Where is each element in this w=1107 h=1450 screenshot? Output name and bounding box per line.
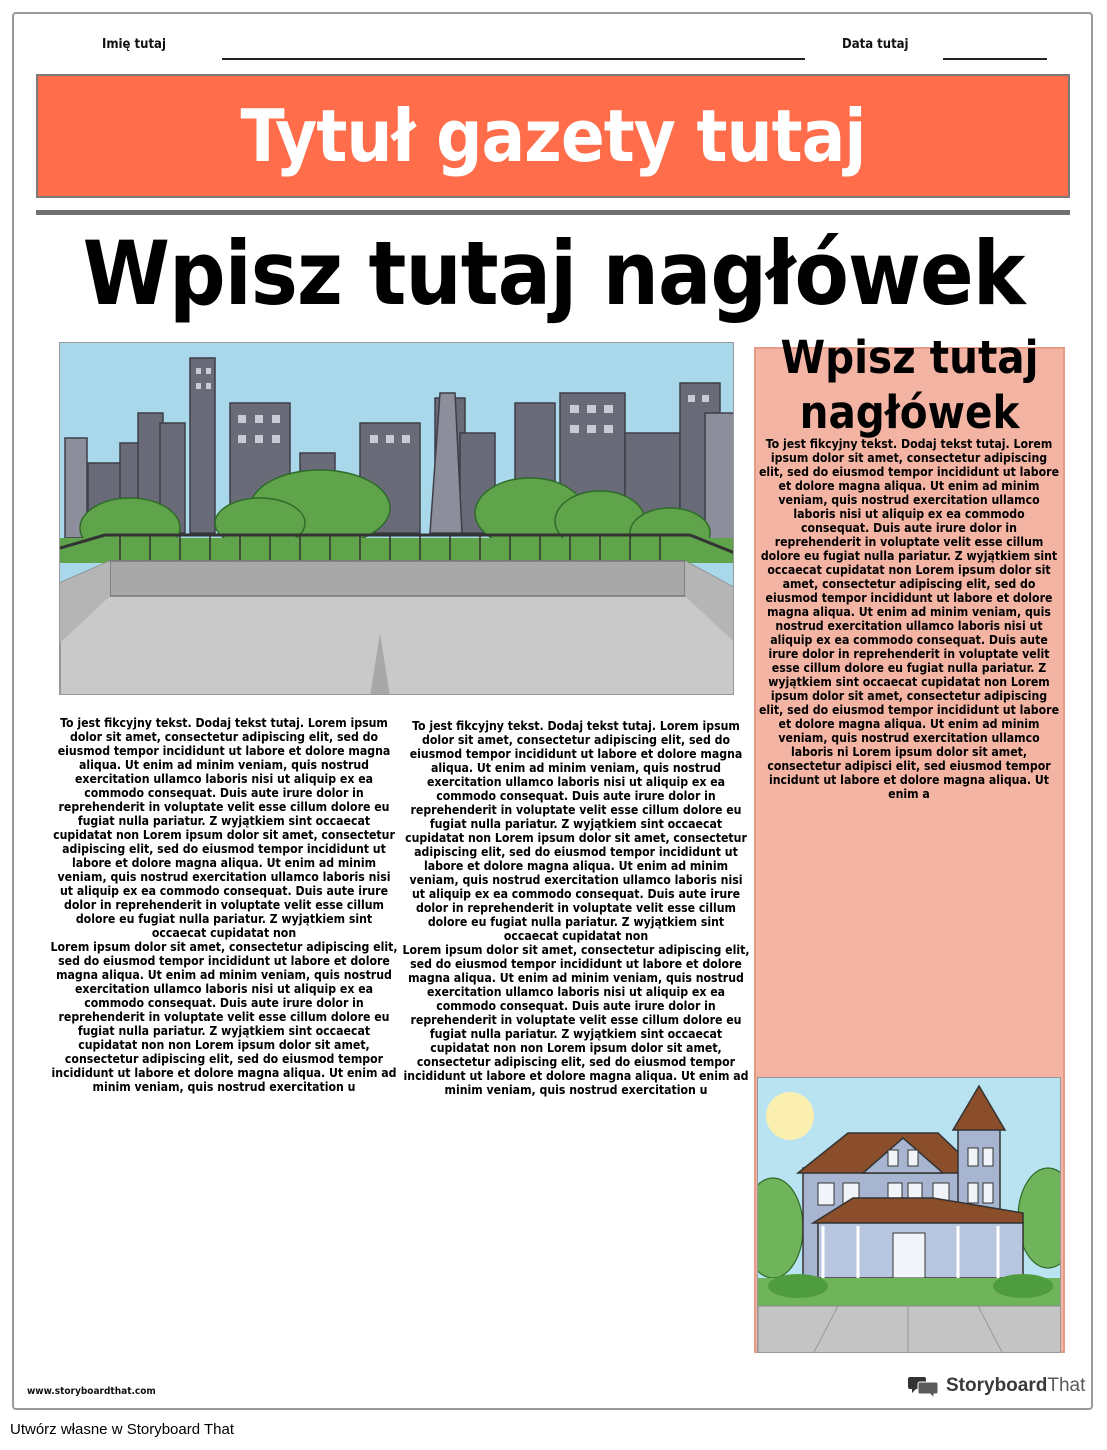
victorian-house-illustration [758, 1078, 1061, 1353]
sidebar-headline: Wpisz tutaj nagłówek [780, 331, 1039, 439]
name-input-line[interactable] [222, 58, 805, 60]
storyboardthat-logo-icon [908, 1374, 940, 1398]
brand-logo[interactable] [908, 1374, 1085, 1398]
house-image [757, 1077, 1061, 1353]
city-rooftop-image [59, 342, 734, 695]
date-label: Data tutaj [842, 37, 909, 52]
divider-rule [36, 210, 1070, 215]
article-column-1: To jest fikcyjny tekst. Dodaj tekst tutaj. Lorem ipsum dolor sit amet, consectetur adipiscing elit, sed do eiusmod tempor incididunt ut labore et dolore magna aliqua. Ut enim ad minim veniam, quis nostrud exercitation ullamco laboris nisi ut aliquip ex ea commodo consequat. Duis aute irure dolor in reprehenderit in voluptate velit esse cillum dolore eu fugiat nulla pariatur. Z wyjątkiem sint occaecat cupidatat non Lorem ipsum dolor sit amet, consectetur adipiscing elit, sed do eiusmod tempor incididunt ut labore et dolore magna aliqua. Ut enim ad minim veniam, quis nostrud exercitation ullamco laboris nisi ut aliquip ex ea commodo consequat. Duis aute irure dolor in reprehenderit in voluptate velit esse cillum dolore eu fugiat nulla pariatur. Z wyjątkiem sint occaecat cupidatat non Lorem ipsum dolor sit amet, consectetur adipiscing elit, sed do eiusmod tempor incididunt ut labore et dolore magna aliqua. Ut enim ad minim veniam, quis nostrud exercitation ullamco laboris nisi ut aliquip ex ea commodo consequat. Duis aute irure dolor in reprehenderit in voluptate velit esse cillum dolore eu fugiat nulla pariatur. Z wyjątkiem sint occaecat cupidatat non non Lorem ipsum dolor sit amet, consectetur adipiscing elit, sed do eiusmod tempor incididunt ut labore et dolore magna aliqua. Ut enim ad minim veniam, quis nostrud exercitation u [50, 716, 398, 1094]
newspaper-title: Tytuł gazety tutaj [240, 94, 866, 178]
website-url[interactable]: www.storyboardthat.com [27, 1386, 156, 1397]
sidebar-text: To jest fikcyjny tekst. Dodaj tekst tutaj. Lorem ipsum dolor sit amet, consectetur adipiscing elit, sed do eiusmod tempor incididunt ut labore et dolore magna aliqua. Ut enim ad minim veniam, quis nostrud exercitation ullamco laboris nisi ut aliquip ex ea commodo consequat. Duis aute irure dolor in reprehenderit in voluptate velit esse cillum dolore eu fugiat nulla pariatur. Z wyjątkiem sint occaecat cupidatat non Lorem ipsum dolor sit amet, consectetur adipiscing elit, sed do eiusmod tempor incididunt ut labore et dolore magna aliqua. Ut enim ad minim veniam, quis nostrud exercitation ullamco laboris nisi ut aliquip ex ea commodo consequat. Duis aute irure dolor in reprehenderit in voluptate velit esse cillum dolore eu fugiat nulla pariatur. Z wyjątkiem sint occaecat cupidatat non Lorem ipsum dolor sit amet, consectetur adipiscing elit, sed do eiusmod tempor incididunt ut labore et dolore magna aliqua. Ut enim ad minim veniam, quis nostrud exercitation ullamco laboris ni Lorem ipsum dolor sit amet, consectetur adipisci elit, sed eiusmod tempor incidunt ut labore et dolore magna aliqua. Ut enim a [758, 437, 1060, 801]
date-input-line[interactable] [943, 58, 1047, 60]
main-headline: Wpisz tutaj nagłówek [82, 222, 1025, 325]
name-label: Imię tutaj [102, 37, 166, 52]
city-rooftop-illustration [60, 343, 734, 695]
newspaper-title-bar [36, 74, 1070, 198]
footer-tagline: Utwórz własne w Storyboard That [10, 1421, 234, 1438]
article-column-2: To jest fikcyjny tekst. Dodaj tekst tutaj. Lorem ipsum dolor sit amet, consectetur adipiscing elit, sed do eiusmod tempor incididunt ut labore et dolore magna aliqua. Ut enim ad minim veniam, quis nostrud exercitation ullamco laboris nisi ut aliquip ex ea commodo consequat. Duis aute irure dolor in reprehenderit in voluptate velit esse cillum dolore eu fugiat nulla pariatur. Z wyjątkiem sint occaecat cupidatat non Lorem ipsum dolor sit amet, consectetur adipiscing elit, sed do eiusmod tempor incididunt ut labore et dolore magna aliqua. Ut enim ad minim veniam, quis nostrud exercitation ullamco laboris nisi ut aliquip ex ea commodo consequat. Duis aute irure dolor in reprehenderit in voluptate velit esse cillum dolore eu fugiat nulla pariatur. Z wyjątkiem sint occaecat cupidatat non Lorem ipsum dolor sit amet, consectetur adipiscing elit, sed do eiusmod tempor incididunt ut labore et dolore magna aliqua. Ut enim ad minim veniam, quis nostrud exercitation ullamco laboris nisi ut aliquip ex ea commodo consequat. Duis aute irure dolor in reprehenderit in voluptate velit esse cillum dolore eu fugiat nulla pariatur. Z wyjątkiem sint occaecat cupidatat non non Lorem ipsum dolor sit amet, consectetur adipiscing elit, sed do eiusmod tempor incididunt ut labore et dolore magna aliqua. Ut enim ad minim veniam, quis nostrud exercitation u [402, 719, 750, 1097]
brand-name: StoryboardThat [946, 1375, 1086, 1396]
